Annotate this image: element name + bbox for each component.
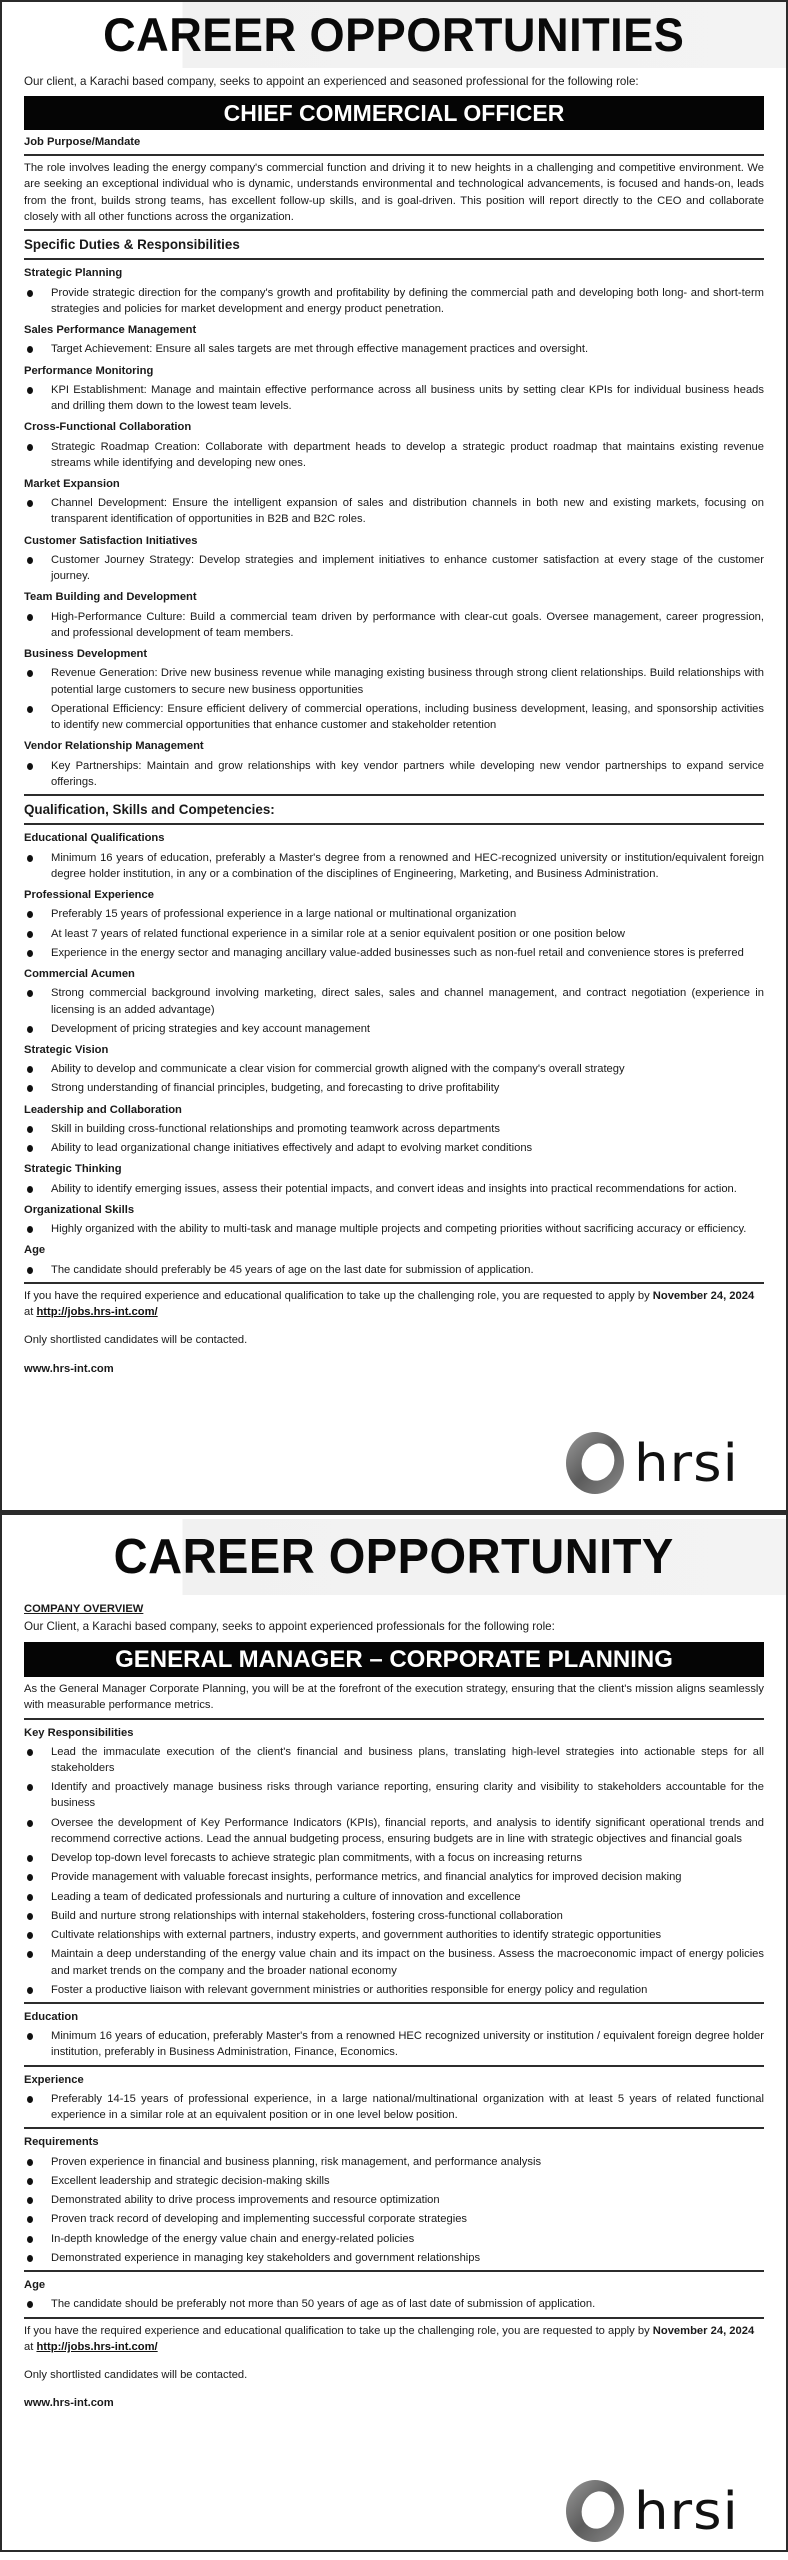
bullet-list bbox=[24, 2091, 764, 2123]
list-item bbox=[24, 1927, 764, 1943]
group-heading: Organizational Skills bbox=[24, 1203, 135, 1216]
list-item-text: Development of pricing strategies and key account management bbox=[51, 1022, 371, 1035]
bullet-icon bbox=[27, 2178, 33, 2185]
list-item-text: The candidate should preferably be 45 years of age on the last date for submission of application. bbox=[51, 1263, 534, 1276]
divider bbox=[24, 258, 764, 260]
shortlist-note: Only shortlisted candidates will be contacted. bbox=[24, 1334, 248, 1347]
bullet-icon bbox=[27, 1874, 33, 1881]
bullet-icon bbox=[27, 990, 33, 997]
group-heading: Key Responsibilities bbox=[24, 1726, 134, 1739]
divider bbox=[24, 2065, 764, 2067]
list-item bbox=[24, 552, 764, 584]
list-item-text: Provide management with valuable forecast insights, performance metrics, and financial analytics for improved decision making bbox=[51, 1871, 682, 1884]
divider bbox=[24, 2317, 764, 2319]
list-item bbox=[24, 1889, 764, 1905]
bullet-icon bbox=[27, 911, 33, 918]
list-item-text: KPI Establishment: Manage and maintain effective performance across all business units by setting clear KPIs for individual business heads and drilling them down to the lowest team levels. bbox=[51, 383, 764, 413]
list-item bbox=[24, 1779, 764, 1811]
list-item bbox=[24, 1850, 764, 1866]
bullet-list bbox=[24, 2154, 764, 2266]
list-item bbox=[24, 2154, 764, 2170]
group-heading: Vendor Relationship Management bbox=[24, 740, 204, 753]
qualification-groups bbox=[24, 830, 764, 1277]
divider bbox=[24, 2002, 764, 2004]
bullet-icon bbox=[27, 2236, 33, 2243]
bullet-icon bbox=[27, 2301, 33, 2308]
list-item bbox=[24, 926, 764, 942]
bullet-list bbox=[24, 495, 764, 527]
list-item-text: Strong understanding of financial principles, budgeting, and forecasting to drive profitability bbox=[51, 1082, 500, 1095]
divider bbox=[24, 229, 764, 231]
list-item bbox=[24, 609, 764, 641]
bullet-list bbox=[24, 1181, 764, 1197]
apply-text: If you have the required experience and educational qualification to take up the challenging role, you are requested to apply by bbox=[24, 2324, 653, 2337]
list-item bbox=[24, 2231, 764, 2247]
list-item bbox=[24, 1181, 764, 1197]
bullet-list bbox=[24, 906, 764, 961]
list-item-text: Ability to develop and communicate a clear vision for commercial growth aligned with the company's overall strategy bbox=[51, 1063, 625, 1076]
list-item-text: Excellent leadership and strategic decision-making skills bbox=[51, 2174, 330, 2187]
divider bbox=[24, 154, 764, 156]
bullet-icon bbox=[27, 2255, 33, 2262]
list-item bbox=[24, 758, 764, 790]
divider bbox=[24, 2270, 764, 2272]
list-item-text: Proven track record of developing and implementing successful corporate strategies bbox=[51, 2213, 468, 2226]
bullet-icon bbox=[27, 2033, 33, 2040]
list-item bbox=[24, 1946, 764, 1978]
list-item-text: Develop top-down level forecasts to achieve strategic plan commitments, with a focus on increasing returns bbox=[51, 1852, 583, 1865]
bullet-list bbox=[24, 665, 764, 733]
role-summary: As the General Manager Corporate Planning, you will be at the forefront of the execution strategy, ensuring that the client's mission aligns seamlessly with measurable performance metrics. bbox=[24, 1683, 764, 1712]
list-item-text: At least 7 years of related functional experience in a similar role at a senior equivalent position or one position below bbox=[51, 927, 625, 940]
group-heading: Strategic Thinking bbox=[24, 1163, 122, 1176]
bullet-icon bbox=[27, 950, 33, 957]
list-item-text: Cultivate relationships with external partners, industry experts, and government authorities to identify strategic opportunities bbox=[51, 1929, 662, 1942]
bullet-icon bbox=[27, 2216, 33, 2223]
intro-text: Our client, a Karachi based company, seeks to appoint an experienced and seasoned professional for the following role: bbox=[24, 75, 639, 88]
bullet-icon bbox=[27, 855, 33, 862]
list-item-text: Operational Efficiency: Ensure efficient delivery of commercial operations, including business development, leasing, and sponsorship activities to identify new commercial opportunities that enhance customer and stakeholder retention bbox=[51, 702, 764, 732]
list-item-text: Ability to lead organizational change initiatives effectively and adapt to evolving market conditions bbox=[51, 1142, 533, 1155]
list-item-text: The candidate should be preferably not more than 50 years of age as of last date of submission of application. bbox=[51, 2298, 596, 2311]
list-item-text: Oversee the development of Key Performance Indicators (KPIs), financial reports, and analysis to identify significant operational trends and recommend corrective actions. Lead the annual budgeting process, ensuring budgets are in line with strategic objectives and financial goals bbox=[51, 1816, 764, 1845]
bullet-icon bbox=[27, 1820, 33, 1827]
group-heading: Commercial Acumen bbox=[24, 968, 135, 981]
list-item bbox=[24, 1221, 764, 1237]
company-overview-label: COMPANY OVERVIEW bbox=[24, 1603, 144, 1615]
bullet-list bbox=[24, 1744, 764, 1998]
list-item-text: Channel Development: Ensure the intelligent expansion of sales and distribution channels in both new and existing markets, focusing on transparent identification of opportunities in B2B and B2C roles. bbox=[51, 497, 764, 526]
group-heading: Customer Satisfaction Initiatives bbox=[24, 534, 198, 547]
group-heading: Performance Monitoring bbox=[24, 364, 154, 377]
bullet-list bbox=[24, 439, 764, 471]
bullet-icon bbox=[27, 1126, 33, 1133]
bullet-icon bbox=[27, 2197, 33, 2204]
group-heading: Educational Qualifications bbox=[24, 832, 165, 845]
bullet-list bbox=[24, 552, 764, 584]
group-heading: Team Building and Development bbox=[24, 591, 197, 604]
group-heading: Education bbox=[24, 2011, 79, 2024]
bullet-icon bbox=[27, 1951, 33, 1958]
bullet-list bbox=[24, 382, 764, 414]
bullet-icon bbox=[27, 1145, 33, 1152]
qualifications-heading: Qualification, Skills and Competencies: bbox=[24, 801, 275, 817]
bullet-icon bbox=[27, 290, 33, 297]
logo-ring-icon bbox=[564, 1430, 626, 1496]
bullet-icon bbox=[27, 1066, 33, 1073]
list-item-text: Leading a team of dedicated professionals and nurturing a culture of innovation and excellence bbox=[51, 1890, 521, 1903]
apply-at: at bbox=[24, 1306, 37, 1319]
job-ad-gm-corporate-planning bbox=[0, 1512, 788, 2552]
group-heading: Requirements bbox=[24, 2136, 99, 2149]
list-item-text: High-Performance Culture: Build a commercial team driven by performance with clear-cut goals. Oversee management, career progression, and professional development of team members. bbox=[51, 610, 764, 639]
role-title: GENERAL MANAGER – CORPORATE PLANNING bbox=[24, 1642, 764, 1677]
bullet-list bbox=[24, 850, 764, 882]
bullet-icon bbox=[27, 1913, 33, 1920]
bullet-list bbox=[24, 341, 764, 357]
list-item bbox=[24, 850, 764, 882]
list-item-text: Preferably 15 years of professional experience in a large national or multinational organization bbox=[51, 908, 517, 921]
gm-sections bbox=[24, 1718, 764, 2313]
list-item-text: Minimum 16 years of education, preferably Master's from a renowned HEC recognized university or institution / equivalent foreign degree holder institution, preferably in Business Administration, Finance, Economics. bbox=[51, 2030, 764, 2059]
bullet-icon bbox=[27, 670, 33, 677]
group-heading: Leadership and Collaboration bbox=[24, 1103, 182, 1116]
bullet-icon bbox=[27, 763, 33, 770]
bullet-list bbox=[24, 1061, 764, 1096]
list-item bbox=[24, 439, 764, 471]
apply-link[interactable]: http://jobs.hrs-int.com/ bbox=[36, 1306, 158, 1319]
list-item-text: In-depth knowledge of the energy value chain and energy-related policies bbox=[51, 2232, 415, 2245]
apply-at: at bbox=[24, 2340, 37, 2353]
list-item bbox=[24, 2296, 764, 2312]
group-heading: Strategic Vision bbox=[24, 1043, 109, 1056]
divider bbox=[24, 1718, 764, 1720]
list-item bbox=[24, 341, 764, 357]
list-item bbox=[24, 906, 764, 922]
list-item-text: Highly organized with the ability to multi-task and manage multiple projects and competing priorities without sacrificing accuracy or efficiency. bbox=[51, 1223, 747, 1236]
list-item bbox=[24, 1121, 764, 1137]
bullet-icon bbox=[27, 1784, 33, 1791]
bullet-icon bbox=[27, 1987, 33, 1994]
apply-deadline: November 24, 2024 bbox=[652, 1289, 755, 1302]
apply-deadline: November 24, 2024 bbox=[652, 2324, 755, 2337]
list-item bbox=[24, 985, 764, 1017]
list-item bbox=[24, 382, 764, 414]
logo-wordmark: hrsi bbox=[634, 1434, 739, 1494]
list-item bbox=[24, 665, 764, 697]
list-item-text: Key Partnerships: Maintain and grow relationships with key vendor partners while developing new vendor partnerships to expand service offerings. bbox=[51, 759, 764, 788]
list-item-text: Demonstrated experience in managing key stakeholders and government relationships bbox=[51, 2251, 481, 2264]
list-item bbox=[24, 2091, 764, 2123]
duties-groups bbox=[24, 265, 764, 790]
list-item bbox=[24, 1080, 764, 1096]
list-item-text: Demonstrated ability to drive process improvements and resource optimization bbox=[51, 2194, 440, 2207]
divider bbox=[24, 823, 764, 825]
list-item bbox=[24, 1140, 764, 1156]
intro-text: Our Client, a Karachi based company, seeks to appoint experienced professionals for the following role: bbox=[24, 1620, 555, 1634]
list-item bbox=[24, 1262, 764, 1278]
banner bbox=[2, 1519, 786, 1595]
group-heading: Business Development bbox=[24, 648, 148, 661]
divider bbox=[24, 2127, 764, 2129]
banner-title: CAREER OPPORTUNITIES bbox=[103, 8, 685, 61]
bullet-list bbox=[24, 1121, 764, 1156]
list-item-text: Build and nurture strong relationships with internal stakeholders, fostering cross-functional collaboration bbox=[51, 1909, 563, 1922]
bullet-list bbox=[24, 2296, 764, 2312]
list-item-text: Revenue Generation: Drive new business revenue while managing existing business through strong client relationships. Build relationships with potential large customers to secure new business opportunities bbox=[51, 667, 764, 696]
group-heading: Experience bbox=[24, 2073, 84, 2086]
bullet-list bbox=[24, 2028, 764, 2060]
bullet-icon bbox=[27, 614, 33, 621]
bullet-icon bbox=[27, 444, 33, 451]
list-item bbox=[24, 495, 764, 527]
group-heading: Age bbox=[24, 1244, 46, 1257]
group-heading: Age bbox=[24, 2279, 46, 2292]
list-item-text: Target Achievement: Ensure all sales targets are met through effective management practices and oversight. bbox=[51, 343, 589, 356]
apply-instructions bbox=[24, 1288, 764, 1320]
list-item-text: Strong commercial background involving marketing, direct sales, sales and channel management, and contract negotiation (experience in licensing is an added advantage) bbox=[51, 987, 764, 1016]
bullet-list bbox=[24, 758, 764, 790]
bullet-icon bbox=[27, 1855, 33, 1862]
list-item bbox=[24, 1815, 764, 1847]
bullet-icon bbox=[27, 1267, 33, 1274]
list-item bbox=[24, 2211, 764, 2227]
website-link[interactable]: www.hrs-int.com bbox=[24, 2397, 114, 2410]
banner-title: CAREER OPPORTUNITY bbox=[113, 1530, 675, 1584]
list-item bbox=[24, 945, 764, 961]
bullet-icon bbox=[27, 2096, 33, 2103]
list-item-text: Preferably 14-15 years of professional experience, in a large national/multinational organization with at least 5 years of related functional experience in a similar role at an equivalent position or in one level below position. bbox=[51, 2092, 764, 2122]
list-item-text: Experience in the energy sector and managing ancillary value-added businesses such as non-fuel retail and convenience stores is preferred bbox=[51, 946, 744, 959]
bullet-icon bbox=[27, 387, 33, 394]
group-heading: Cross-Functional Collaboration bbox=[24, 421, 192, 434]
logo-wordmark: hrsi bbox=[634, 2482, 739, 2542]
hrsi-logo bbox=[564, 1430, 764, 1496]
list-item-text: Skill in building cross-functional relationships and promoting teamwork across departments bbox=[51, 1122, 500, 1135]
group-heading: Sales Performance Management bbox=[24, 324, 197, 337]
bullet-list bbox=[24, 1262, 764, 1278]
website-link[interactable]: www.hrs-int.com bbox=[24, 1362, 114, 1375]
logo-ring-icon bbox=[564, 2478, 626, 2544]
bullet-list bbox=[24, 609, 764, 641]
apply-instructions bbox=[24, 2323, 764, 2355]
list-item bbox=[24, 1021, 764, 1037]
bullet-icon bbox=[27, 931, 33, 938]
list-item-text: Lead the immaculate execution of the client's financial and business plans, translating high-level strategies into actionable steps for all stakeholders bbox=[51, 1745, 764, 1774]
bullet-icon bbox=[27, 1226, 33, 1233]
list-item bbox=[24, 701, 764, 733]
bullet-icon bbox=[27, 1894, 33, 1901]
purpose-heading: Job Purpose/Mandate bbox=[24, 135, 141, 148]
list-item bbox=[24, 2173, 764, 2189]
list-item bbox=[24, 1869, 764, 1885]
list-item bbox=[24, 1744, 764, 1776]
bullet-icon bbox=[27, 1749, 33, 1756]
bullet-icon bbox=[27, 706, 33, 713]
bullet-list bbox=[24, 285, 764, 317]
role-title: CHIEF COMMERCIAL OFFICER bbox=[24, 96, 764, 130]
shortlist-note: Only shortlisted candidates will be contacted. bbox=[24, 2369, 248, 2381]
list-item bbox=[24, 1061, 764, 1077]
list-item bbox=[24, 1982, 764, 1998]
list-item-text: Ability to identify emerging issues, assess their potential impacts, and convert ideas and insights into practical recommendations for action. bbox=[51, 1182, 737, 1195]
list-item bbox=[24, 1908, 764, 1924]
bullet-icon bbox=[27, 1186, 33, 1193]
list-item bbox=[24, 2250, 764, 2266]
banner bbox=[2, 2, 786, 68]
hrsi-logo bbox=[564, 2478, 764, 2544]
list-item-text: Foster a productive liaison with relevant government ministries or authorities responsible for energy policy and regulation bbox=[51, 1983, 648, 1996]
list-item-text: Proven experience in financial and business planning, risk management, and performance analysis bbox=[51, 2155, 542, 2168]
divider bbox=[24, 1282, 764, 1284]
bullet-icon bbox=[27, 1026, 33, 1033]
list-item-text: Maintain a deep understanding of the energy value chain and its impact on the business. Assess the macroeconomic impact of energy policies and market trends on the company and the broader national economy bbox=[51, 1948, 764, 1977]
apply-text: If you have the required experience and educational qualification to take up the challenging role, you are requested to apply by bbox=[24, 1289, 653, 1302]
purpose-text: The role involves leading the energy company's commercial function and driving it to new heights in a challenging and competitive environment. We are seeking an exceptional individual who is dynamic, understands environmental and technological advancements, is focused and hands-on, leads from the front, builds strong teams, has excellent follow-up skills, and is goal-driven. This position will report directly to the CEO and collaborate closely with all other functions across the organization. bbox=[24, 162, 764, 223]
duties-heading: Specific Duties & Responsibilities bbox=[24, 236, 240, 252]
group-heading: Professional Experience bbox=[24, 889, 154, 902]
list-item bbox=[24, 285, 764, 317]
bullet-icon bbox=[27, 557, 33, 564]
list-item-text: Strategic Roadmap Creation: Collaborate with department heads to develop a strategic product roadmap that maintains existing revenue streams while identifying and developing new ones. bbox=[51, 440, 764, 469]
list-item-text: Minimum 16 years of education, preferably a Master's degree from a renowned and HEC-recognized university or institution/equivalent foreign degree holder institution, in any or a combination of the disciplines of Engineering, Marketing, and Business Administration. bbox=[51, 851, 764, 880]
apply-link[interactable]: http://jobs.hrs-int.com/ bbox=[36, 2340, 158, 2353]
bullet-list bbox=[24, 1221, 764, 1237]
group-heading: Market Expansion bbox=[24, 477, 120, 490]
list-item bbox=[24, 2192, 764, 2208]
group-heading: Strategic Planning bbox=[24, 267, 123, 280]
list-item-text: Provide strategic direction for the company's growth and profitability by defining the commercial path and developing both long- and short-term strategies and policies for market development and energy product penetration. bbox=[51, 286, 764, 315]
bullet-list bbox=[24, 985, 764, 1037]
list-item-text: Identify and proactively manage business risks through variance reporting, ensuring clarity and visibility to stakeholders accountable for the business bbox=[51, 1781, 764, 1810]
bullet-icon bbox=[27, 346, 33, 353]
bullet-icon bbox=[27, 2159, 33, 2166]
divider bbox=[24, 794, 764, 796]
bullet-icon bbox=[27, 500, 33, 507]
list-item-text: Customer Journey Strategy: Develop strategies and implement initiatives to enhance customer satisfaction at every stage of the customer journey. bbox=[51, 553, 764, 583]
bullet-icon bbox=[27, 1932, 33, 1939]
bullet-icon bbox=[27, 1085, 33, 1092]
list-item bbox=[24, 2028, 764, 2060]
